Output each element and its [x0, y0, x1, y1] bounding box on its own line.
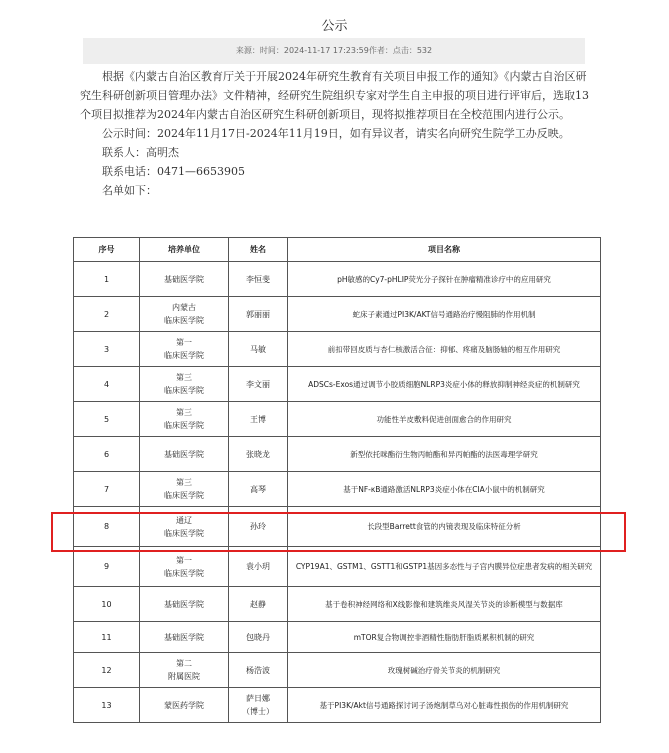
cell-name: 李恒斐 — [229, 262, 288, 297]
cell-unit: 第三 临床医学院 — [140, 472, 229, 507]
paragraph-intro: 根据《内蒙古自治区教育厅关于开展2024年研究生教育有关项目申报工作的通知》《内蒙古自治区研究生科研创新项目管理办法》文件精神，经研究生院组织专家对学生自主申报的项目进行评审后，选取13个项目拟推荐为2024年内蒙古自治区研究生科研创新项目，现将拟推荐项目在全校范围内进行公示。 — [80, 70, 589, 121]
cell-project: 基于PI3K/Akt信号通路探讨诃子汤炮制草乌对心脏毒性损伤的作用机制研究 — [288, 688, 601, 723]
cell-project: 新型依托咪酯衍生物丙帕酯和异丙帕酯的法医毒理学研究 — [288, 437, 601, 472]
cell-name: 赵静 — [229, 587, 288, 622]
list-label: 名单如下： — [102, 184, 157, 197]
cell-no: 5 — [74, 402, 140, 437]
cell-unit: 第三 临床医学院 — [140, 402, 229, 437]
cell-project: mTOR复合物调控非酒精性脂肪肝脂质累积机制的研究 — [288, 622, 601, 653]
article-body — [80, 67, 590, 200]
project-table — [73, 237, 601, 723]
table-row — [74, 688, 601, 723]
cell-name: 萨日娜 （博士） — [229, 688, 288, 723]
header-unit: 培养单位 — [140, 238, 229, 262]
page-title: 公示 — [321, 19, 348, 34]
header-project: 项目名称 — [288, 238, 601, 262]
cell-name: 张晓龙 — [229, 437, 288, 472]
cell-unit: 第一 临床医学院 — [140, 547, 229, 587]
cell-unit: 基础医学院 — [140, 587, 229, 622]
cell-name: 郭丽丽 — [229, 297, 288, 332]
cell-name: 袁小玥 — [229, 547, 288, 587]
table-row — [74, 587, 601, 622]
cell-unit: 第三 临床医学院 — [140, 367, 229, 402]
header-name: 姓名 — [229, 238, 288, 262]
cell-no: 2 — [74, 297, 140, 332]
cell-no: 3 — [74, 332, 140, 367]
cell-no: 9 — [74, 547, 140, 587]
cell-unit: 蒙医药学院 — [140, 688, 229, 723]
cell-no: 1 — [74, 262, 140, 297]
cell-name: 马敏 — [229, 332, 288, 367]
cell-name: 高琴 — [229, 472, 288, 507]
cell-project: pH敏感的Cy7-pHLIP荧光分子探针在肿瘤精准诊疗中的应用研究 — [288, 262, 601, 297]
table-row — [74, 402, 601, 437]
cell-no: 4 — [74, 367, 140, 402]
contact-person: 联系人：高明杰 — [102, 146, 179, 159]
cell-project: 长段型Barrett食管的内镜表现及临床特征分析 — [288, 507, 601, 547]
cell-no: 10 — [74, 587, 140, 622]
cell-unit: 第二 附属医院 — [140, 653, 229, 688]
table-row — [74, 653, 601, 688]
cell-project: 前扣带回皮质与杏仁核激活合征：抑郁、疼痛及脑肠轴的相互作用研究 — [288, 332, 601, 367]
cell-unit: 基础医学院 — [140, 262, 229, 297]
table-row — [74, 367, 601, 402]
cell-no: 8 — [74, 507, 140, 547]
cell-unit: 内蒙古 临床医学院 — [140, 297, 229, 332]
table-row — [74, 297, 601, 332]
cell-project: 玫瑰树碱治疗骨关节炎的机制研究 — [288, 653, 601, 688]
cell-project: 蛇床子素通过PI3K/AKT信号通路治疗慢阻肺的作用机制 — [288, 297, 601, 332]
cell-no: 13 — [74, 688, 140, 723]
cell-unit: 第一 临床医学院 — [140, 332, 229, 367]
cell-name: 包晓丹 — [229, 622, 288, 653]
article-meta: 来源：时间：2024-11-17 17:23:59作者：点击：532 — [83, 38, 585, 64]
table-row — [74, 332, 601, 367]
cell-name: 杨浩波 — [229, 653, 288, 688]
highlight-box — [51, 512, 626, 552]
cell-project: 功能性羊皮敷料促进创面愈合的作用研究 — [288, 402, 601, 437]
cell-name: 孙玲 — [229, 507, 288, 547]
contact-phone: 联系电话：0471—6653905 — [102, 165, 245, 178]
paragraph-period: 公示时间：2024年11月17日-2024年11月19日，如有异议者，请实名向研究生院学工办反映。 — [102, 127, 570, 140]
cell-name: 王博 — [229, 402, 288, 437]
table-body — [74, 262, 601, 723]
table-header-row — [74, 238, 601, 262]
cell-project: 基于卷积神经网络和X线影像和建筑维炎风湿关节炎的诊断模型与数据库 — [288, 587, 601, 622]
cell-no: 11 — [74, 622, 140, 653]
cell-unit: 基础医学院 — [140, 437, 229, 472]
cell-project: 基于NF-κB通路激活NLRP3炎症小体在CIA小鼠中的机制研究 — [288, 472, 601, 507]
table-row — [74, 547, 601, 587]
table-row — [74, 437, 601, 472]
table-row — [74, 472, 601, 507]
cell-name: 李文丽 — [229, 367, 288, 402]
cell-no: 12 — [74, 653, 140, 688]
header-no: 序号 — [74, 238, 140, 262]
table-row — [74, 262, 601, 297]
cell-unit: 通辽 临床医学院 — [140, 507, 229, 547]
cell-no: 6 — [74, 437, 140, 472]
cell-project: CYP19A1、GSTM1、GSTT1和GSTP1基因多态性与子宫内膜异位症患者发病的相关研究 — [288, 547, 601, 587]
cell-no: 7 — [74, 472, 140, 507]
cell-unit: 基础医学院 — [140, 622, 229, 653]
table-row — [74, 622, 601, 653]
cell-project: ADSCs-Exos通过调节小胶质细胞NLRP3炎症小体的释放抑制神经炎症的机制研究 — [288, 367, 601, 402]
